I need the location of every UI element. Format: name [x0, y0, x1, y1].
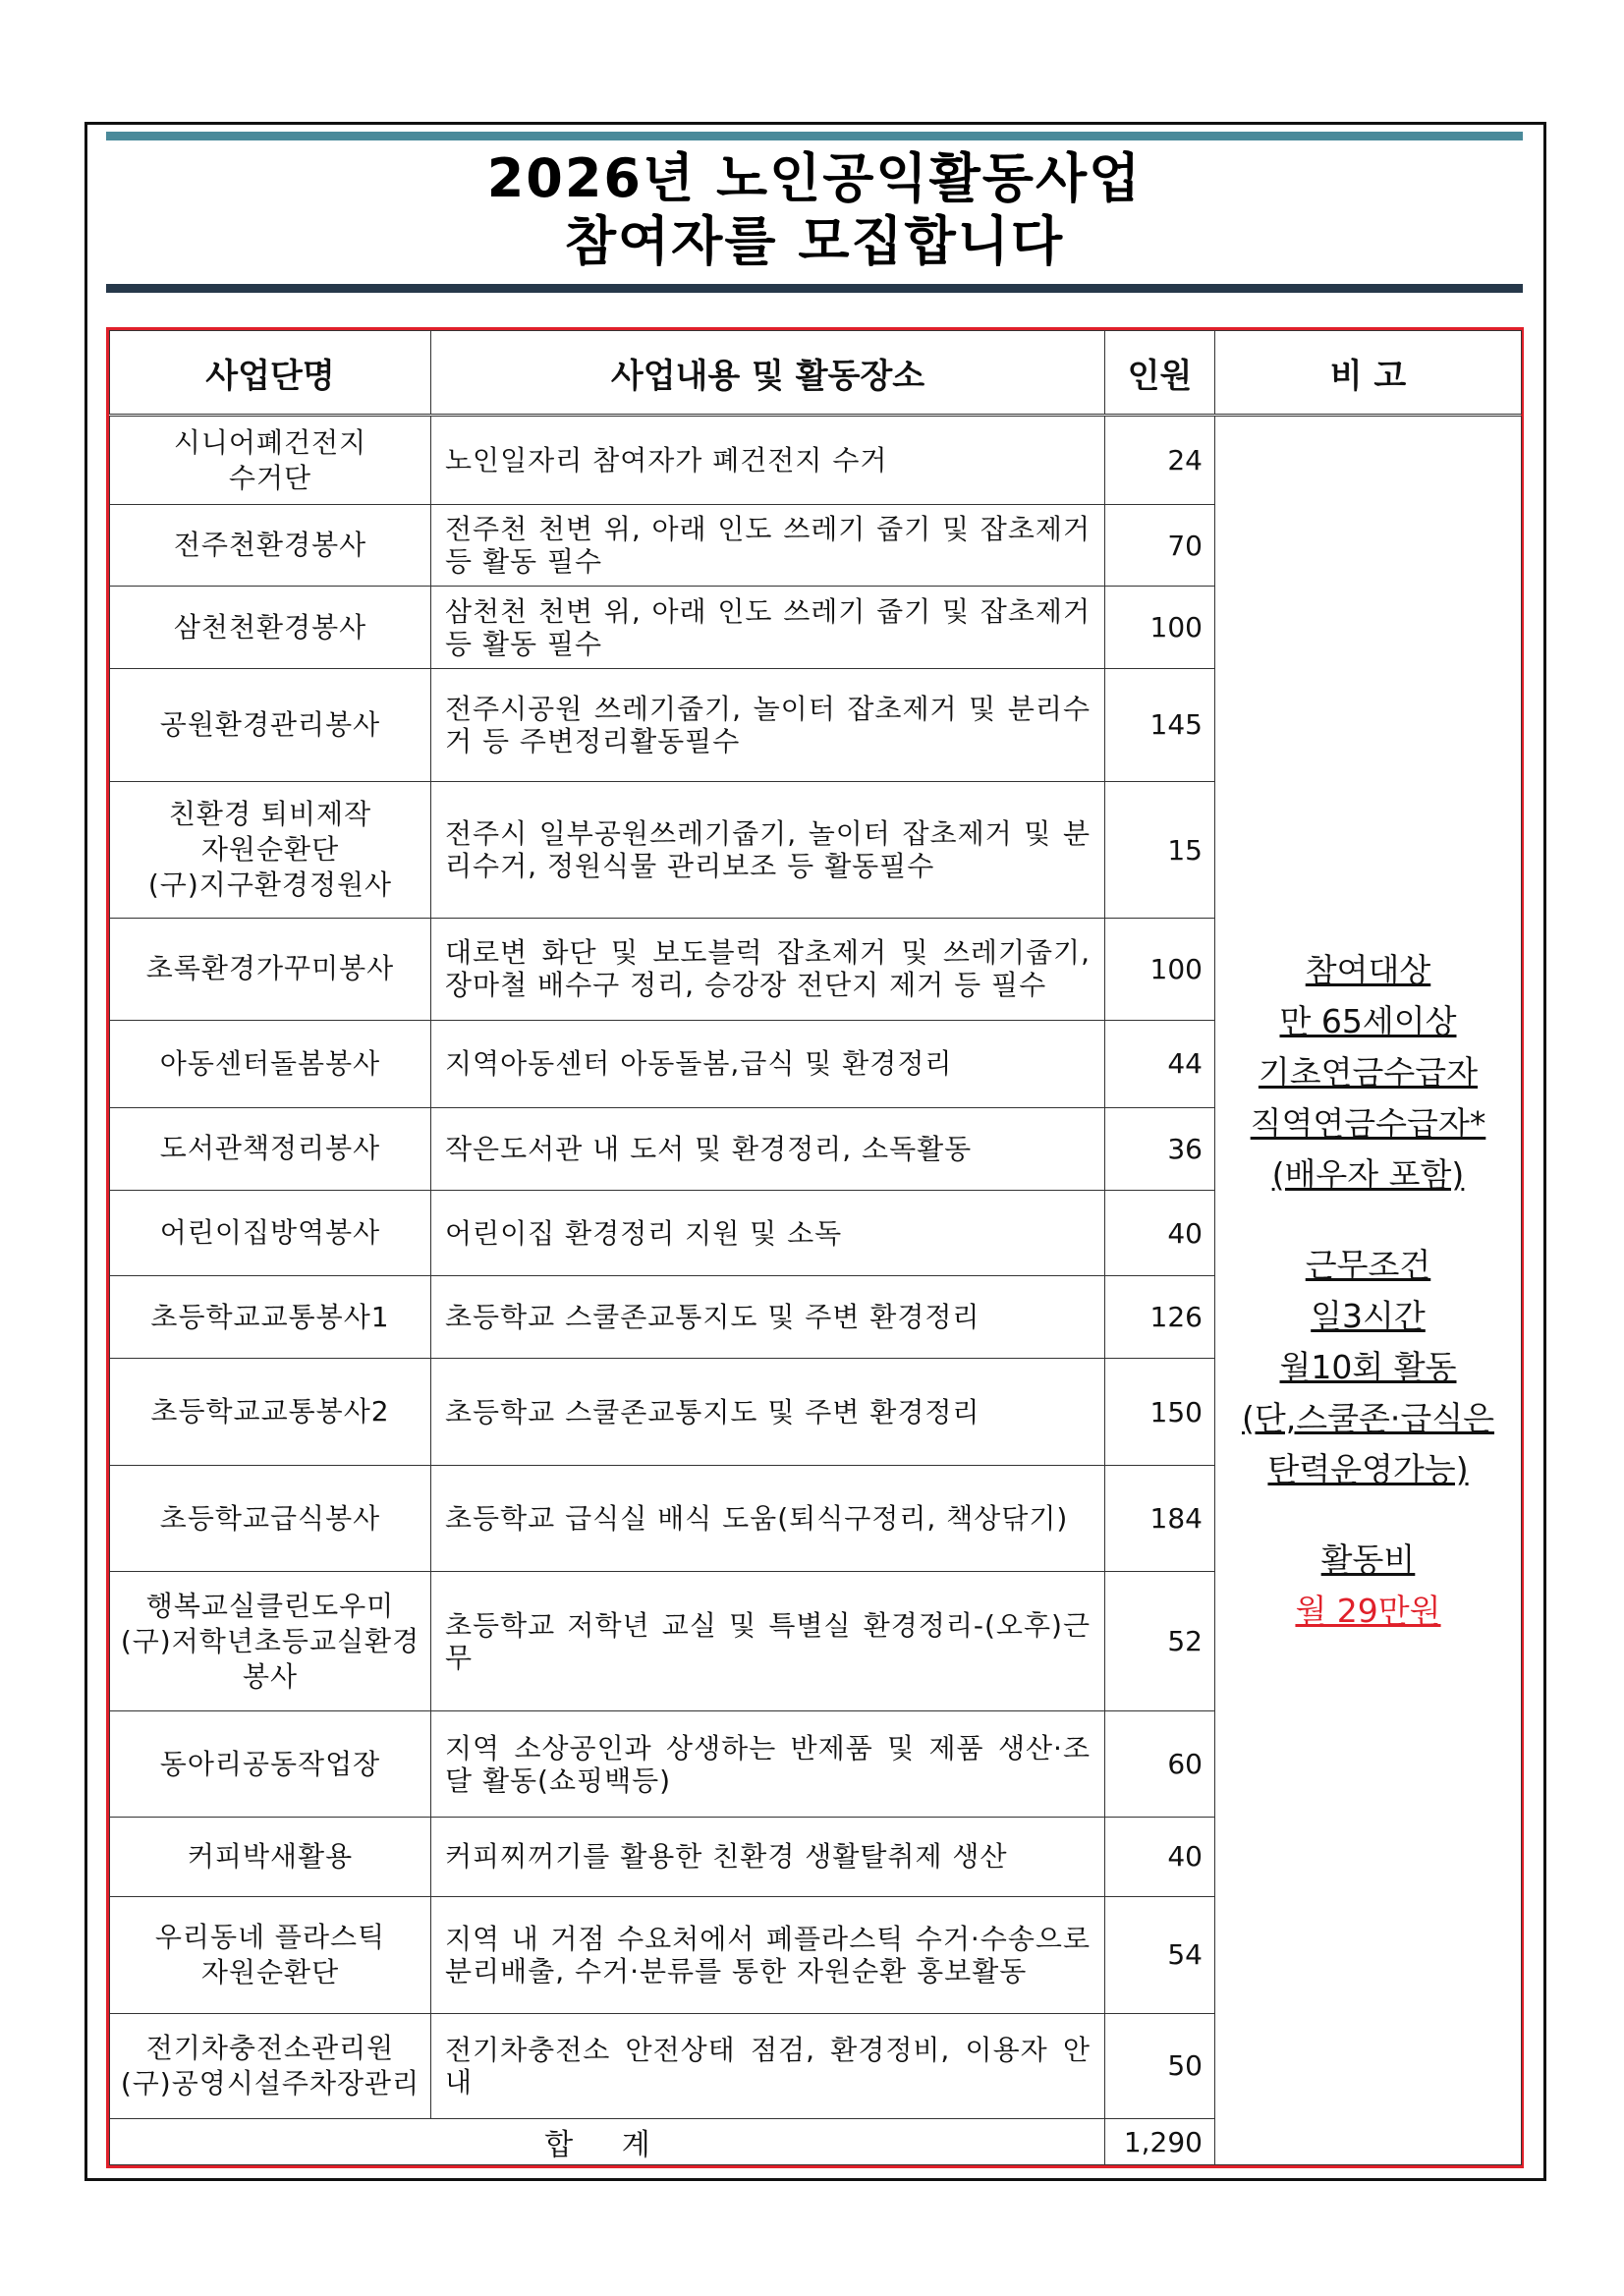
row-program-name: 초록환경가꾸미봉사 [110, 919, 431, 1020]
row-program-name: 전기차충전소관리원 (구)공영시설주차장관리 [110, 2013, 431, 2119]
header-note: 비 고 [1215, 331, 1522, 416]
row-program-content: 전기차충전소 안전상태 점검, 환경정비, 이용자 안내 [431, 2013, 1105, 2119]
row-program-content: 지역 소상공인과 상생하는 반제품 및 제품 생산·조달 활동(쇼핑백등) [431, 1711, 1105, 1818]
row-program-content: 대로변 화단 및 보도블럭 잡초제거 및 쓰레기줍기, 장마철 배수구 정리, 승강장 전단지 제거 등 필수 [431, 919, 1105, 1020]
row-program-name: 아동센터돌봄봉사 [110, 1020, 431, 1107]
row-program-name: 초등학교급식봉사 [110, 1465, 431, 1572]
row-program-content: 초등학교 급식실 배식 도움(퇴식구정리, 책상닦기) [431, 1465, 1105, 1572]
row-program-content: 전주시공원 쓰레기줍기, 놀이터 잡초제거 및 분리수거 등 주변정리활동필수 [431, 668, 1105, 782]
row-participant-count: 184 [1105, 1465, 1215, 1572]
condition-block [1215, 1240, 1521, 1495]
row-participant-count: 100 [1105, 587, 1215, 668]
table-header-row [110, 331, 1522, 416]
title-bottom-bar [106, 284, 1523, 293]
condition-line: 일3시간 [1311, 1296, 1426, 1335]
row-program-content: 지역아동센터 아동돌봄,급식 및 환경정리 [431, 1020, 1105, 1107]
row-program-content: 전주천 천변 위, 아래 인도 쓰레기 줍기 및 잡초제거 등 활동 필수 [431, 505, 1105, 587]
row-program-name: 전주천환경봉사 [110, 505, 431, 587]
target-line: 만 65세이상 [1279, 1001, 1457, 1040]
row-participant-count: 36 [1105, 1107, 1215, 1190]
title-line-2: 참여자를 모집합니다 [564, 210, 1065, 272]
row-program-name: 친환경 퇴비제작 자원순환단 (구)지구환경정원사 [110, 782, 431, 919]
row-participant-count: 44 [1105, 1020, 1215, 1107]
row-program-content: 초등학교 스쿨존교통지도 및 주변 환경정리 [431, 1359, 1105, 1466]
row-program-name: 초등학교교통봉사1 [110, 1276, 431, 1359]
row-program-content: 초등학교 스쿨존교통지도 및 주변 환경정리 [431, 1276, 1105, 1359]
row-program-name: 행복교실클린도우미 (구)저학년초등교실환경봉사 [110, 1572, 431, 1711]
row-program-name: 우리동네 플라스틱 자원순환단 [110, 1897, 431, 2014]
title-top-bar [106, 132, 1523, 140]
row-program-name: 동아리공동작업장 [110, 1711, 431, 1818]
target-line: (배우자 포함) [1271, 1154, 1465, 1194]
header-name: 사업단명 [110, 331, 431, 416]
row-participant-count: 50 [1105, 2013, 1215, 2119]
header-count: 인원 [1105, 331, 1215, 416]
row-program-name: 삼천천환경봉사 [110, 587, 431, 668]
row-program-content: 지역 내 거점 수요처에서 폐플라스틱 수거·수송으로 분리배출, 수거·분류를 통한 자원순환 홍보활동 [431, 1897, 1105, 2014]
row-program-name: 커피박새활용 [110, 1817, 431, 1896]
target-title: 참여대상 [1305, 950, 1431, 989]
row-program-content: 노인일자리 참여자가 폐건전지 수거 [431, 416, 1105, 505]
target-block [1215, 945, 1521, 1201]
header-content: 사업내용 및 활동장소 [431, 331, 1105, 416]
target-line: 기초연금수급자 [1258, 1052, 1479, 1092]
row-program-content: 커피찌꺼기를 활용한 친환경 생활탈취제 생산 [431, 1817, 1105, 1896]
program-table-frame [106, 327, 1524, 2168]
row-program-content: 초등학교 저학년 교실 및 특별실 환경정리-(오후)근무 [431, 1572, 1105, 1711]
total-label: 합 계 [110, 2119, 1105, 2165]
row-participant-count: 40 [1105, 1817, 1215, 1896]
row-program-name: 공원환경관리봉사 [110, 668, 431, 782]
row-program-name: 초등학교교통봉사2 [110, 1359, 431, 1466]
row-participant-count: 54 [1105, 1897, 1215, 2014]
pay-value: 월 29만원 [1295, 1591, 1441, 1630]
condition-title: 근무조건 [1305, 1245, 1431, 1284]
row-participant-count: 150 [1105, 1359, 1215, 1466]
condition-line: (단,스쿨존·급식은 [1242, 1398, 1494, 1437]
row-program-name: 어린이집방역봉사 [110, 1191, 431, 1276]
target-line: 직역연금수급자* [1250, 1103, 1486, 1143]
condition-line: 탄력운영가능) [1267, 1449, 1469, 1488]
notes-cell [1215, 416, 1522, 2165]
row-participant-count: 52 [1105, 1572, 1215, 1711]
row-participant-count: 145 [1105, 668, 1215, 782]
row-program-content: 전주시 일부공원쓰레기줍기, 놀이터 잡초제거 및 분리수거, 정원식물 관리보조 등 활동필수 [431, 782, 1105, 919]
total-count: 1,290 [1105, 2119, 1215, 2165]
row-participant-count: 15 [1105, 782, 1215, 919]
page-title [106, 147, 1523, 273]
row-program-content: 작은도서관 내 도서 및 환경정리, 소독활동 [431, 1107, 1105, 1190]
row-program-content: 삼천천 천변 위, 아래 인도 쓰레기 줍기 및 잡초제거 등 활동 필수 [431, 587, 1105, 668]
row-participant-count: 70 [1105, 505, 1215, 587]
row-program-name: 도서관책정리봉사 [110, 1107, 431, 1190]
row-program-name: 시니어폐건전지 수거단 [110, 416, 431, 505]
program-table [109, 330, 1522, 2165]
pay-title: 활동비 [1320, 1540, 1416, 1579]
table-body [110, 416, 1522, 2165]
row-participant-count: 60 [1105, 1711, 1215, 1818]
row-participant-count: 100 [1105, 919, 1215, 1020]
row-participant-count: 126 [1105, 1276, 1215, 1359]
condition-line: 월10회 활동 [1279, 1347, 1457, 1386]
pay-block [1215, 1535, 1521, 1637]
row-program-content: 어린이집 환경정리 지원 및 소독 [431, 1191, 1105, 1276]
title-line-1: 2026년 노인공익활동사업 [486, 147, 1143, 209]
row-participant-count: 40 [1105, 1191, 1215, 1276]
row-participant-count: 24 [1105, 416, 1215, 505]
table-row [110, 416, 1522, 505]
